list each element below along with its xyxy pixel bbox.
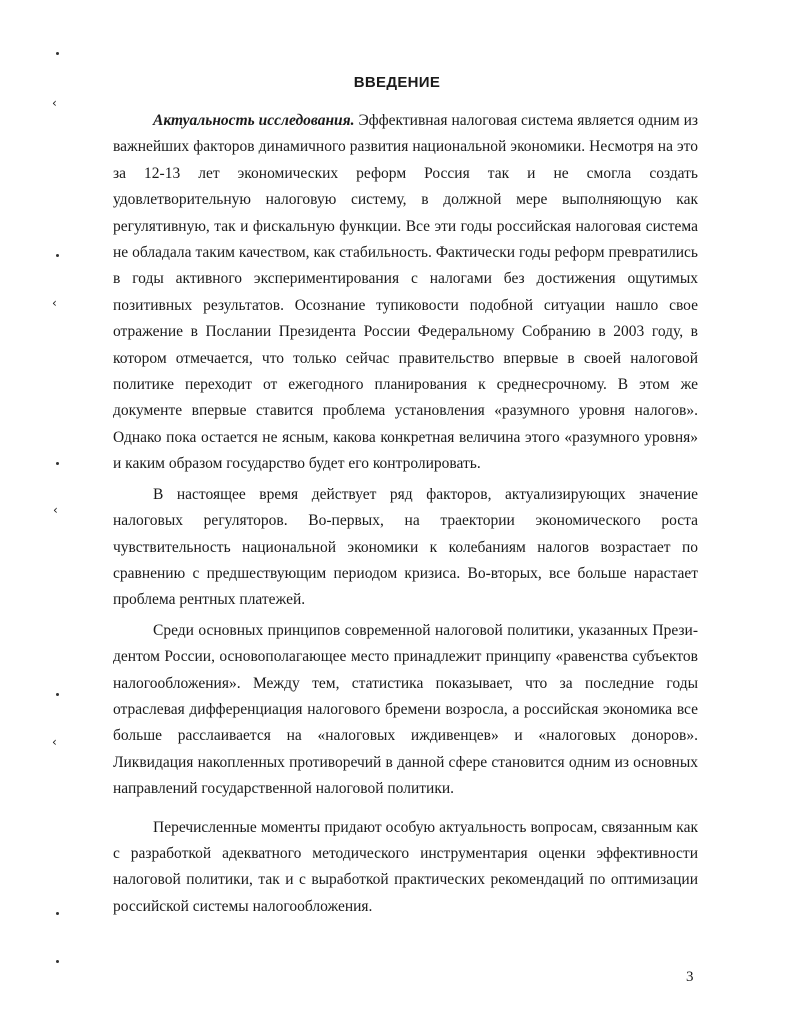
paragraph-principles: Среди основных принципов современной налоговой политики, указанных Президентом России, основополагающее место принадлежит принципу «равенства субъектов налогообложения». Между тем, статистика показывает, что за последние годы отраслевая дифференциация налогового бремени возросла, а российская экономика все больше расслаивается на «налоговых иждивенцев» и «налоговых доноров». Ликвидация накопленных противоречий в данной сфере становится одним из основных направлений государственной налоговой политики. bbox=[113, 621, 698, 798]
margin-mark: ‹ bbox=[52, 735, 57, 749]
scan-dot bbox=[56, 462, 59, 465]
paragraph-factors: В настоящее время действует ряд факторов, актуализирующих значение налоговых регуляторов. Во-первых, на траектории экономического роста чувствительность национальной экономики к колебаниям налогов возрастает по сравнению с предшествующим периодом кризиса. Во-вторых, все больше нарастает проблема рентных платежей. bbox=[113, 485, 698, 609]
page-number: 3 bbox=[686, 969, 694, 985]
paragraph-text: Эффективная налоговая система является одним из важнейших факторов динамичного развития национальной экономики. Несмотря на это за 12-13 лет экономических реформ Россия так и не смогла создать удовлетворительную налоговую систему, в должной мере выполняющую как регулятивную, так и фискальную функции. Все эти годы российская налоговая система не обладала таким качеством, как стабильность. Фактически годы реформ превратились в годы активного экспериментирования с налогами без достижения ощутимых позитивных результатов. Осознание тупиковости подобной ситуации нашло свое отражение в Послании Президента России Федеральному Собранию в 2003 году, в котором отмечается, что только сейчас правительство впервые в своей налоговой политике переходит от ежегодного планирования к среднесрочному. В этом же документе впервые ставится проблема установления «разумного уровня налогов». Однако пока остается не ясным, какова конкретная величина этого «разумного уровня» и каким образом государство будет его контролировать. bbox=[113, 112, 698, 473]
margin-mark: ‹ bbox=[52, 296, 57, 310]
section-heading: ВВЕДЕНИЕ bbox=[353, 74, 441, 91]
body-text bbox=[113, 108, 698, 920]
scan-dot bbox=[56, 52, 59, 55]
margin-mark: ‹ bbox=[52, 96, 57, 110]
lead-phrase: Актуальность исследования. bbox=[153, 112, 355, 129]
scan-dot bbox=[56, 960, 59, 963]
paragraph-relevance bbox=[113, 108, 698, 478]
scan-dot bbox=[56, 912, 59, 915]
margin-mark: ‹ bbox=[53, 503, 58, 517]
scan-dot bbox=[56, 693, 59, 696]
paragraph-conclusion: Перечисленные моменты придают особую актуальность вопросам, связанным как с разработкой адекватного методического инструментария оценки эффективности налоговой политики, так и с выработкой практических рекомендаций по оптимизации российской системы налогообложения. bbox=[113, 818, 698, 915]
scan-dot bbox=[56, 254, 59, 257]
